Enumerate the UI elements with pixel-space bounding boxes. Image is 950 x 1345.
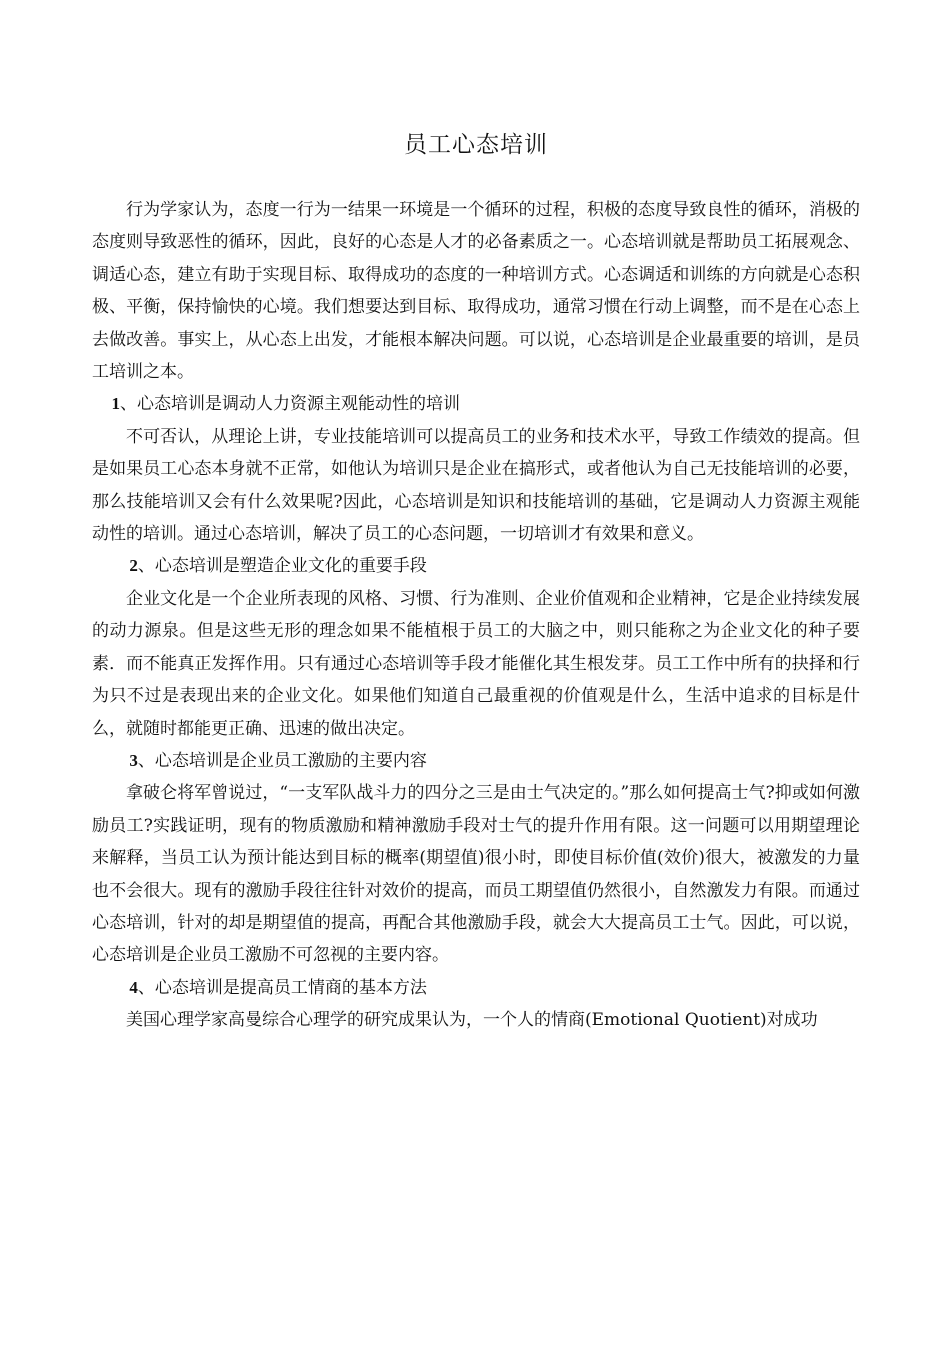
section-paragraph-3: 拿破仑将军曾说过，“一支军队战斗力的四分之三是由士气决定的。”那么如何提高士气?抑或如何激励员工?实践证明，现有的物质激励和精神激励手段对士气的提升作用有限。这一问题可以用期望理论来解释，当员工认为预计能达到目标的概率(期望值)很小时，即使目标价值(效价)很大，被激发的力量也不会很大。现有的激励手段往往针对效价的提高，而员工期望值仍然很小，自然激发力有限。而通过心态培训，针对的却是期望值的提高，再配合其他激励手段，就会大大提高员工士气。因此，可以说，心态培训是企业员工激励不可忽视的主要内容。 (92, 783, 860, 966)
document-body (92, 194, 860, 1037)
section-heading-2 (92, 550, 860, 582)
section-paragraph-2: 企业文化是一个企业所表现的风格、习惯、行为准则、企业价值观和企业精神，它是企业持续发展的动力源泉。但是这些无形的理念如果不能植根于员工的大脑之中，则只能称之为企业文化的种子要素．而不能真正发挥作用。只有通过心态培训等手段才能催化其生根发芽。员工工作中所有的抉择和行为只不过是表现出来的企业文化。如果他们知道自己最重视的价值观是什么，生活中追求的目标是什么，就随时都能更正确、迅速的做出决定。 (92, 588, 860, 739)
section-paragraph-1: 不可否认，从理论上讲，专业技能培训可以提高员工的业务和技术水平，导致工作绩效的提高。但是如果员工心态本身就不正常，如他认为培训只是企业在搞形式，或者他认为自己无技能培训的必要，那么技能培训又会有什么效果呢?因此，心态培训是知识和技能培训的基础，它是调动人力资源主观能动性的培训。通过心态培训，解决了员工的心态问题，一切培训才有效果和意义。 (92, 426, 860, 545)
section-heading-3 (92, 745, 860, 777)
section-heading-text: 、心态培训是塑造企业文化的重要手段 (137, 556, 427, 577)
section-heading-text: 、心态培训是企业员工激励的主要内容 (137, 750, 427, 771)
section-heading-text: 、心态培训是提高员工情商的基本方法 (137, 977, 427, 998)
section-paragraph-4: 美国心理学家高曼综合心理学的研究成果认为，一个人的情商(Emotional Quotient)对成功 (126, 1010, 818, 1031)
section-heading-4 (92, 972, 860, 1004)
document-title: 员工心态培训 (404, 132, 548, 158)
section-number: 2 (129, 556, 138, 576)
section-number: 4 (129, 977, 138, 997)
section-number: 3 (129, 750, 138, 770)
intro-paragraph: 行为学家认为，态度一行为一结果一环境是一个循环的过程，积极的态度导致良性的循环，消极的态度则导致恶性的循环，因此，良好的心态是人才的必备素质之一。心态培训就是帮助员工拓展观念、调适心态，建立有助于实现目标、取得成功的态度的一种培训方式。心态调适和训练的方向就是心态积极、平衡，保持愉快的心境。我们想要达到目标、取得成功，通常习惯在行动上调整，而不是在心态上去做改善。事实上，从心态上出发，才能根本解决问题。可以说，心态培训是企业最重要的培训，是员工培训之本。 (92, 200, 860, 383)
section-number: 1 (111, 394, 121, 414)
section-heading-text: 、心态培训是调动人力资源主观能动性的培训 (120, 394, 461, 415)
section-heading-1 (92, 388, 860, 420)
